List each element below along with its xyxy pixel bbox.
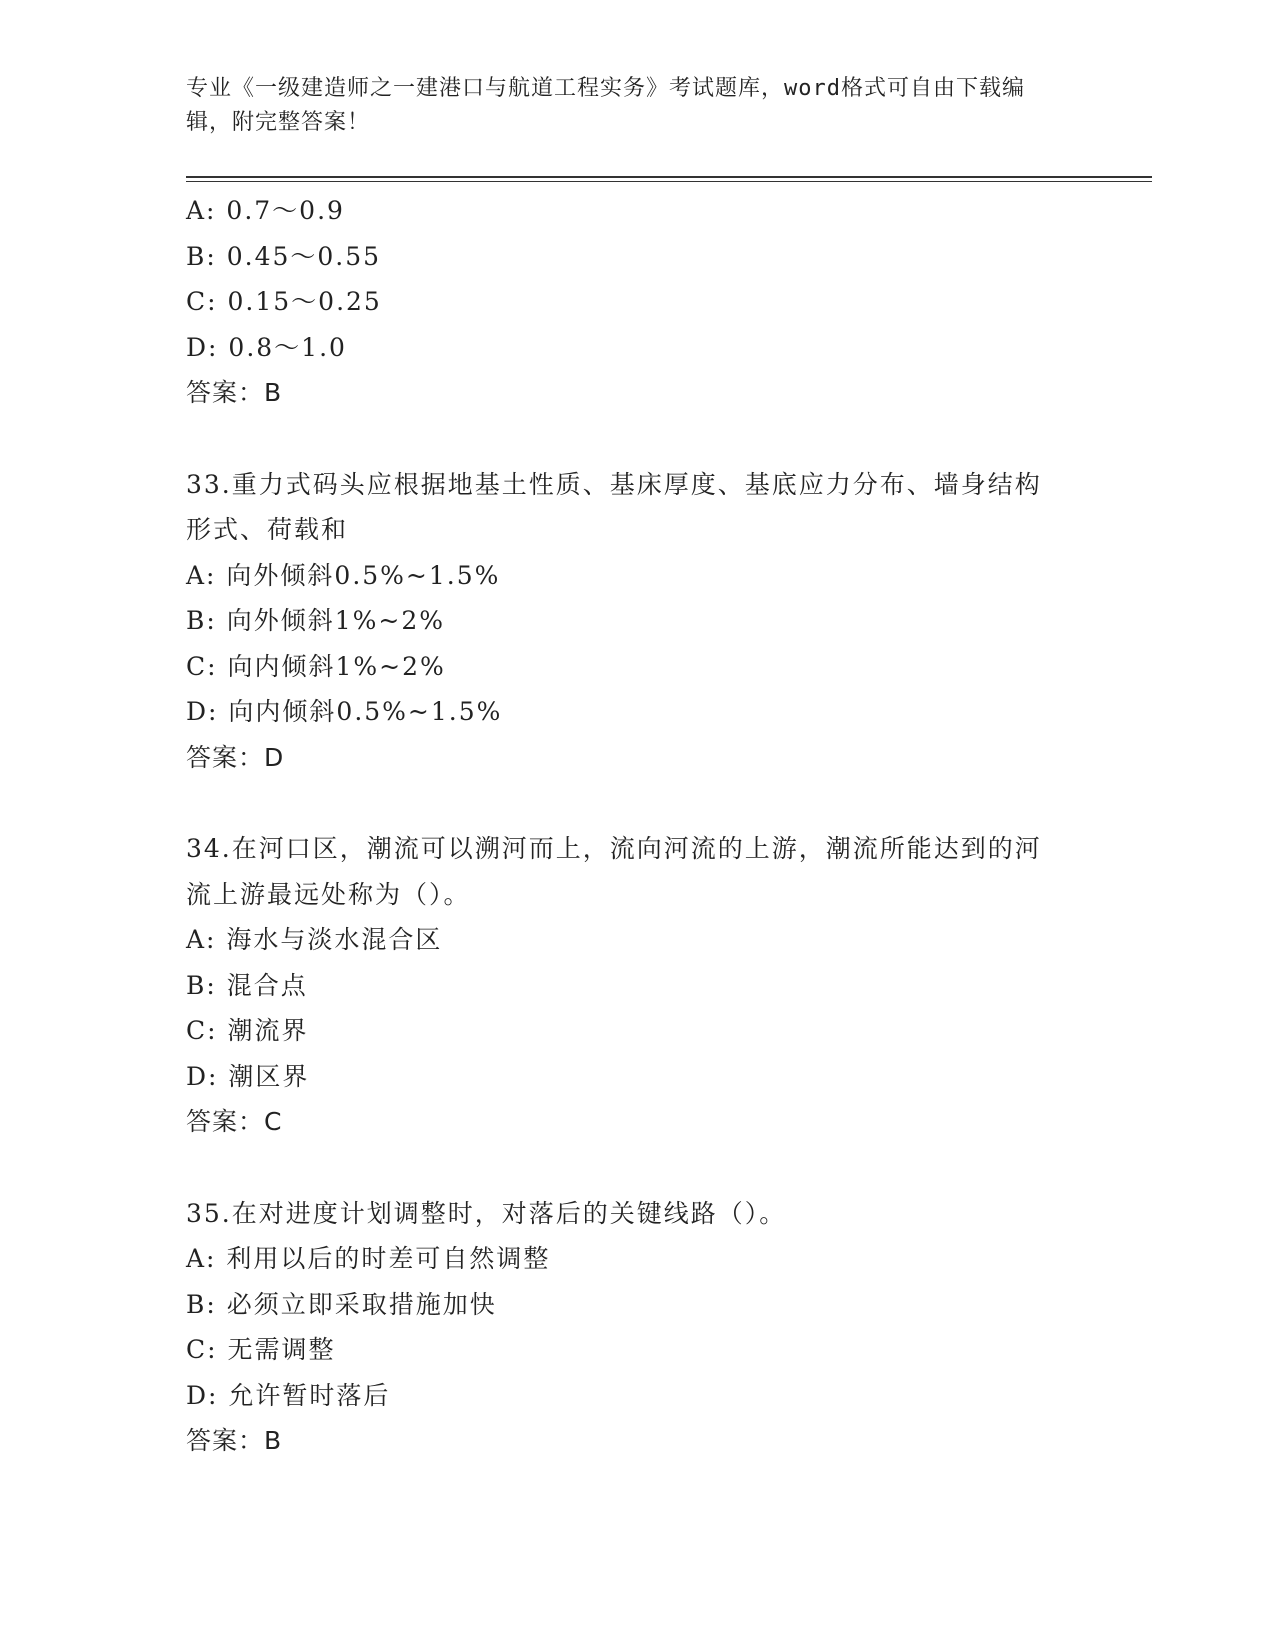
answer: 答案：D (186, 742, 285, 772)
option-b: B: 0.45～0.55 (186, 241, 382, 271)
document-header: 专业《一级建造师之一建港口与航道工程实务》考试题库，word格式可自由下载编辑，附完整答案！ (186, 76, 1025, 135)
question-stem: 34.在河口区，潮流可以溯河而上，流向河流的上游，潮流所能达到的河流上游最远处称为（）。 (186, 834, 1042, 909)
question-35 (186, 1191, 1086, 1464)
answer: 答案：B (186, 378, 283, 407)
option-a: A: 0.7～0.9 (186, 196, 345, 225)
option-c: C: 潮流界 (186, 1016, 309, 1045)
option-d: D: 潮区界 (186, 1061, 310, 1091)
option-a: A: 海水与淡水混合区 (186, 925, 443, 954)
option-d: D: 向内倾斜0.5%~1.5% (186, 697, 503, 726)
question-32-continued (186, 188, 1086, 416)
question-34 (186, 826, 1086, 1145)
answer: 答案：B (186, 1426, 283, 1455)
option-a: A: 利用以后的时差可自然调整 (186, 1244, 551, 1273)
question-33 (186, 462, 1086, 781)
header-divider-thick (186, 176, 1152, 178)
answer: 答案：C (186, 1107, 283, 1136)
question-stem: 33.重力式码头应根据地基土性质、基床厚度、基底应力分布、墙身结构形式、荷载和 (186, 469, 1042, 544)
option-d: D: 0.8～1.0 (186, 332, 347, 362)
question-stem: 35.在对进度计划调整时，对落后的关键线路（）。 (186, 1198, 787, 1228)
header-divider-thin (186, 181, 1152, 182)
option-b: B: 向外倾斜1%~2% (186, 606, 446, 635)
option-c: C: 向内倾斜1%~2% (186, 651, 446, 681)
option-c: C: 0.15～0.25 (186, 287, 382, 316)
option-b: B: 必须立即采取措施加快 (186, 1289, 497, 1319)
option-b: B: 混合点 (186, 970, 308, 1000)
question-list (186, 188, 1086, 1464)
option-a: A: 向外倾斜0.5%~1.5% (186, 560, 501, 590)
option-c: C: 无需调整 (186, 1335, 336, 1364)
option-d: D: 允许暂时落后 (186, 1380, 391, 1410)
